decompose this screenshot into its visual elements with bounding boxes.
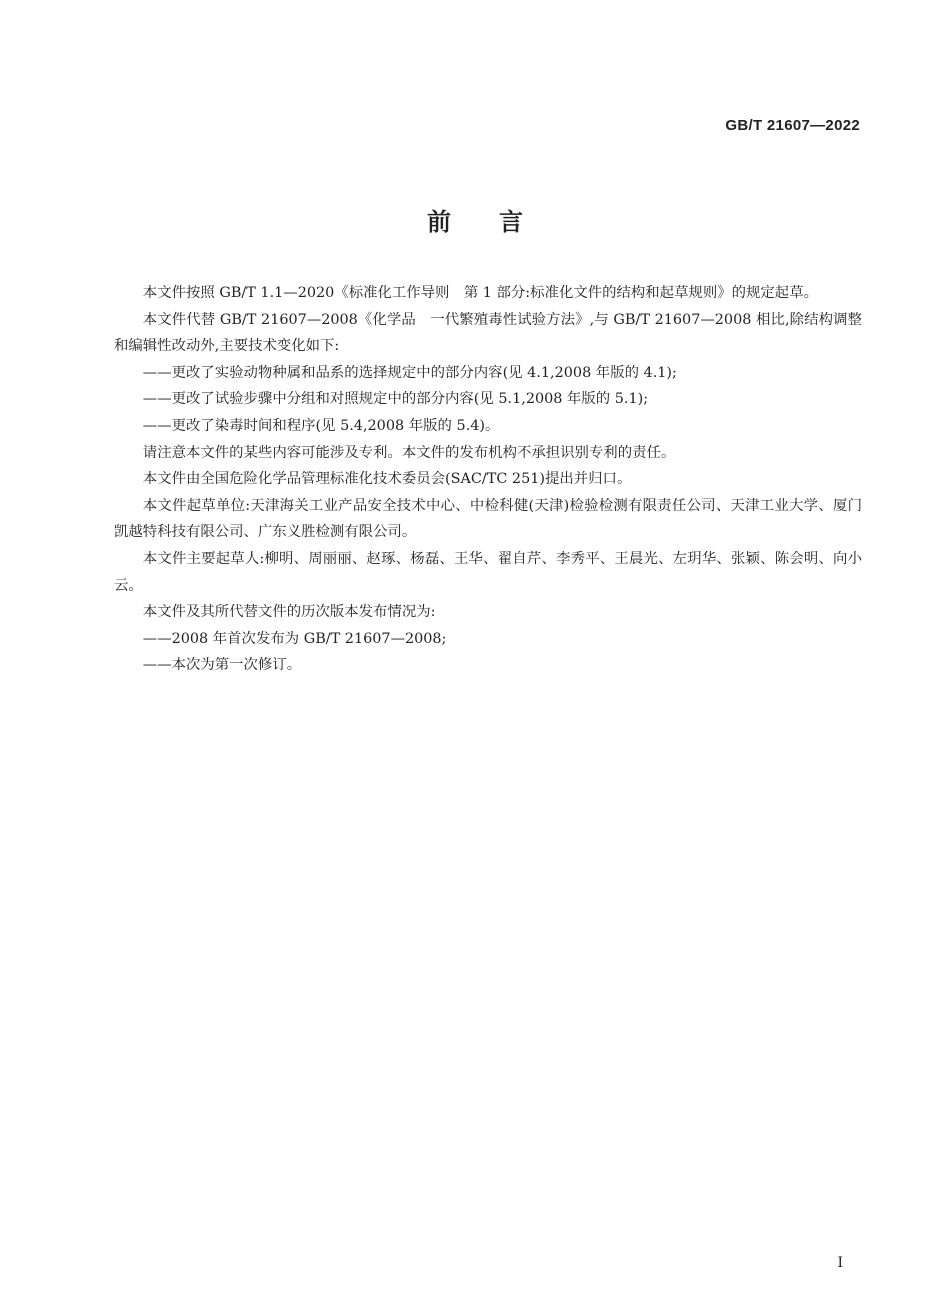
paragraph-drafting-units: 本文件起草单位:天津海关工业产品安全技术中心、中检科健(天津)检验检测有限责任公司、天津工业大学、厦门凯越特科技有限公司、广东义胜检测有限公司。 [114, 497, 862, 541]
page-title: 前言 [427, 208, 571, 236]
paragraph-history-intro: 本文件及其所代替文件的历次版本发布情况为: [142, 604, 436, 621]
change-item-exposure: ——更改了染毒时间和程序(见 5.4,2008 年版的 5.4)。 [142, 417, 500, 434]
page-number: I [837, 1255, 843, 1271]
foreword-body [114, 280, 862, 679]
change-item-grouping: ——更改了试验步骤中分组和对照规定中的部分内容(见 5.1,2008 年版的 5.1); [142, 391, 649, 408]
paragraph-patent-notice: 请注意本文件的某些内容可能涉及专利。本文件的发布机构不承担识别专利的责任。 [142, 444, 676, 461]
paragraph-drafting-rules: 本文件按照 GB/T 1.1—2020《标准化工作导则 第 1 部分:标准化文件的结构和起草规则》的规定起草。 [142, 285, 818, 301]
paragraph-committee: 本文件由全国危险化学品管理标准化技术委员会(SAC/TC 251)提出并归口。 [142, 471, 632, 488]
paragraph-replacement: 本文件代替 GB/T 21607—2008《化学品 一代繁殖毒性试验方法》,与 GB/T 21607—2008 相比,除结构调整和编辑性改动外,主要技术变化如下: [114, 311, 862, 355]
history-item-first: ——2008 年首次发布为 GB/T 21607—2008; [142, 630, 447, 647]
document-number: GB/T 21607—2022 [725, 117, 860, 134]
history-item-revision: ——本次为第一次修订。 [142, 657, 302, 674]
paragraph-drafters: 本文件主要起草人:柳明、周丽丽、赵琢、杨磊、王华、翟自芹、李秀平、王晨光、左玥华、张颖、陈会明、向小云。 [114, 550, 862, 594]
change-item-animals: ——更改了实验动物种属和品系的选择规定中的部分内容(见 4.1,2008 年版的 4.1); [142, 364, 677, 381]
